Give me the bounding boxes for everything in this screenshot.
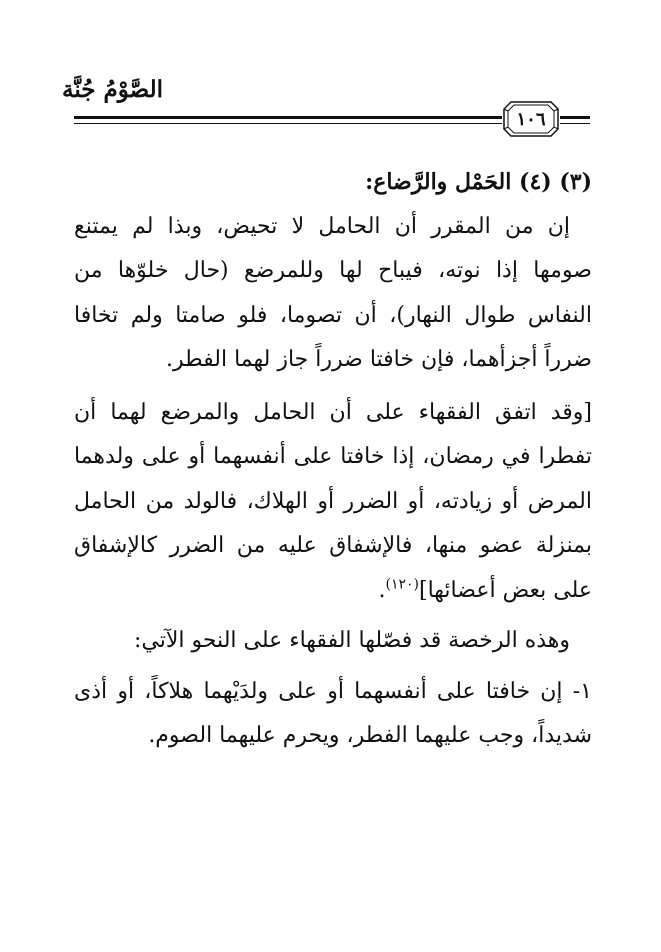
main-text <box>74 160 592 759</box>
paragraph-pregnancy-fasting: إن من المقرر أن الحامل لا تحيض، وبذا لم يمتنع صومها إذا نوته، فيباح لها وللمرضع (حال خلوّها من النفاس طوال النهار)، أن تصوما، فلو صامتا ولم تخافا ضرراً أجزأهما، فإن خافتا ضرراً جاز لهما الفطر. <box>74 213 592 372</box>
paragraph-scholars-agreement-text: [وقد اتفق الفقهاء على أن الحامل والمرضع لهما أن تفطرا في رمضان، إذا خافتا على أنفسهما أو على ولدهما المرض أو زيادته، أو الضرر أو الهلاك، فالولد من الحامل بمنزلة عضو منها، فالإشفاق عليه من الضرر كالإشفاق على بعض أعضائها] <box>74 399 592 603</box>
header-rule-thin-right <box>560 123 590 124</box>
list-item-1: ١- إن خافتا على أنفسهما أو على ولدَيْهما هلاكاً، أو أذى شديداً، وجب عليهما الفطر، ويحرم عليهما الصوم. <box>74 678 592 748</box>
section-heading: (٣) (٤) الحَمْل والرَّضاع: <box>365 169 592 195</box>
header-rule-thick-left <box>74 116 502 119</box>
paragraph-end-punctuation: . <box>378 577 386 603</box>
header-rule-thin-left <box>74 123 502 124</box>
page-number: ١٠٦ <box>516 108 546 130</box>
footnote-reference: (١٢٠) <box>385 576 419 593</box>
book-title: الصَّوْمُ جُنَّة <box>62 76 163 103</box>
paragraph-scholars-agreement <box>74 391 592 614</box>
header-rule-thick-right <box>560 116 590 119</box>
paragraph-rukhsa-intro: وهذه الرخصة قد فصّلها الفقهاء على النحو الآتي: <box>133 628 570 653</box>
